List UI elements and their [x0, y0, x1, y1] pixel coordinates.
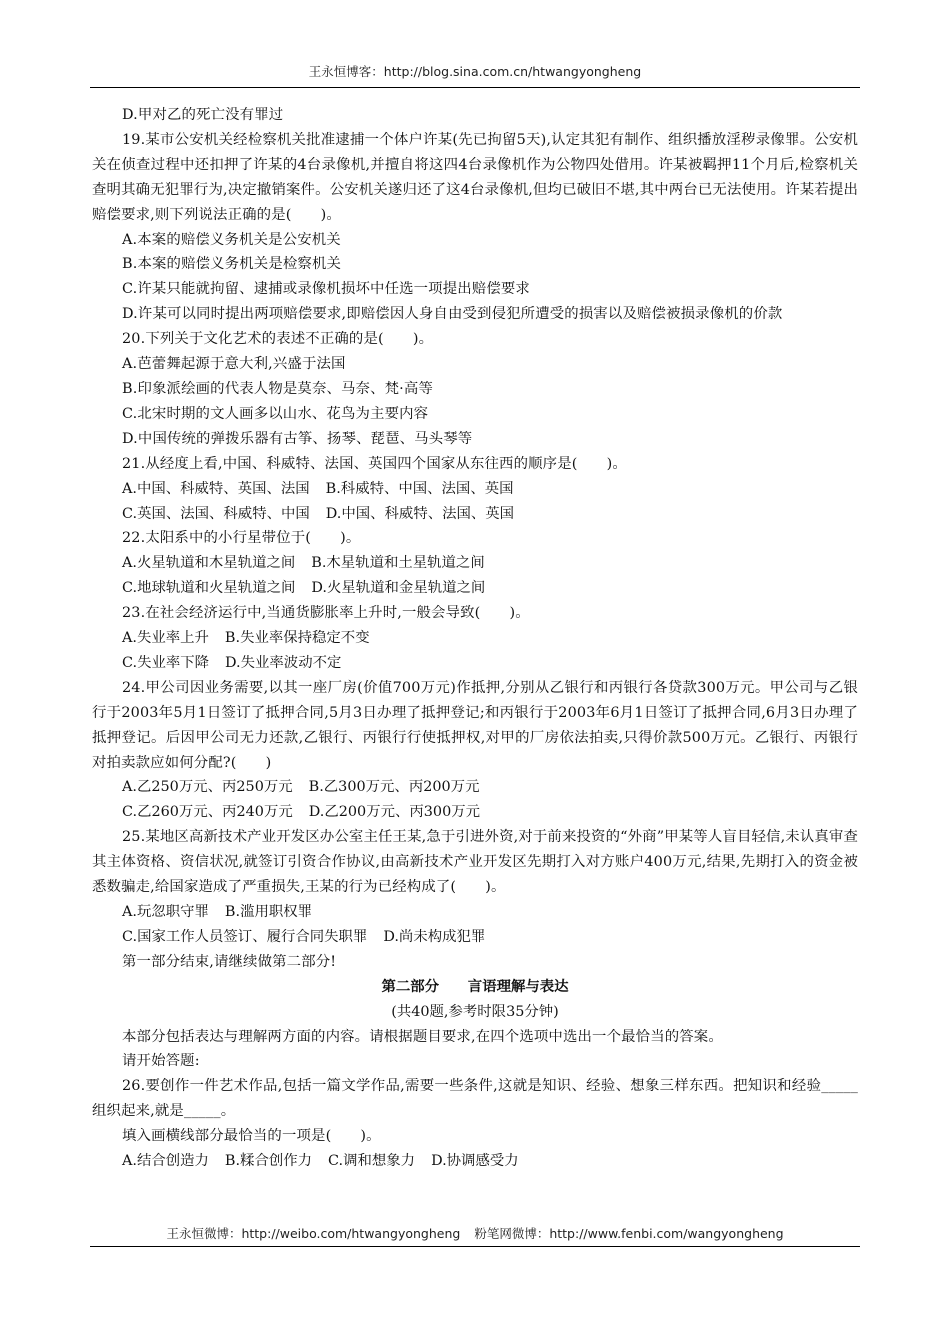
q23-option-c: C.失业率下降	[122, 654, 210, 671]
q26-prompt: 填入画横线部分最恰当的一项是( )。	[122, 1128, 381, 1145]
q20-option-d: D.中国传统的弹拨乐器有古筝、扬琴、琵琶、马头琴等	[122, 430, 473, 447]
q23-option-a: A.失业率上升	[122, 630, 209, 647]
footer-fenbi-link[interactable]: 粉笔网微博：http://www.fenbi.com/wangyongheng	[474, 1226, 784, 1241]
q23-options-row-2	[122, 651, 858, 676]
q19-option-d: D.许某可以同时提出两项赔偿要求,即赔偿因人身自由受到侵犯所遭受的损害以及赔偿被损录像机的价款	[122, 306, 783, 323]
q24-options-row-1	[122, 775, 858, 800]
footer-weibo-link[interactable]: 王永恒微博：http://weibo.com/htwangyongheng	[166, 1226, 461, 1241]
q25-option-d: D.尚未构成犯罪	[383, 928, 486, 945]
q21-options-row-2	[122, 502, 858, 527]
question-19: 19.某市公安机关经检察机关批准逮捕一个体户许某(先已拘留5天),认定其犯有制作、组织播放淫秽录像罪。公安机关在侦查过程中还扣押了许某的4台录像机,并擅自将这四4台录像机作为公物四处借用。许某被羁押11个月后,检察机关查明其确无犯罪行为,决定撤销案件。公安机关遂归还了这4台录像机,但均已破旧不堪,其中两台已无法使用。许某若提出赔偿要求,则下列说法正确的是( )。	[92, 131, 858, 223]
q25-options-row-2	[122, 925, 858, 950]
page-footer	[90, 1224, 860, 1242]
q21-option-d: D.中国、科威特、法国、英国	[325, 505, 515, 522]
q25-option-b: B.滥用职权罪	[224, 904, 313, 920]
q24-option-d: D.乙200万元、丙300万元	[308, 804, 481, 821]
q22-option-a: A.火星轨道和木星轨道之间	[122, 555, 296, 572]
question-23: 23.在社会经济运行中,当通货膨胀率上升时,一般会导致( )。	[122, 605, 530, 622]
part1-end-note: 第一部分结束,请继续做第二部分!	[122, 953, 337, 970]
part2-subtitle: (共40题,参考时限35分钟)	[391, 1003, 559, 1020]
q19-option-a: A.本案的赔偿义务机关是公安机关	[122, 231, 341, 248]
q26-option-b: B.糅合创作力	[224, 1153, 313, 1170]
q21-option-b: B.科威特、中国、法国、英国	[325, 480, 514, 497]
start-prompt: 请开始答题:	[122, 1053, 200, 1070]
q24-option-b: B.乙300万元、丙200万元	[308, 779, 480, 796]
question-20: 20.下列关于文化艺术的表述不正确的是( )。	[122, 331, 434, 348]
part2-intro: 本部分包括表达与理解两方面的内容。请根据题目要求,在四个选项中选出一个最恰当的答案。	[122, 1028, 723, 1045]
q25-option-c: C.国家工作人员签订、履行合同失职罪	[122, 928, 368, 945]
q24-option-a: A.乙250万元、丙250万元	[122, 779, 293, 796]
document-body	[92, 103, 858, 1174]
question-26: 26.要创作一件艺术作品,包括一篇文学作品,需要一些条件,这就是知识、经验、想象三样东西。把知识和经验_____组织起来,就是_____。	[92, 1078, 858, 1120]
part2-title: 第二部分 言语理解与表达	[381, 977, 569, 995]
q26-options-row	[122, 1149, 858, 1174]
q21-option-c: C.英国、法国、科威特、中国	[122, 505, 310, 522]
footer-divider	[90, 1246, 860, 1247]
q22-options-row-1	[122, 551, 858, 576]
q22-options-row-2	[122, 576, 858, 601]
question-21: 21.从经度上看,中国、科威特、法国、英国四个国家从东往西的顺序是( )。	[122, 455, 627, 472]
q21-option-a: A.中国、科威特、英国、法国	[122, 480, 310, 497]
q19-option-b: B.本案的赔偿义务机关是检察机关	[122, 256, 342, 273]
question-22: 22.太阳系中的小行星带位于( )。	[122, 530, 361, 547]
q24-options-row-2	[122, 800, 858, 825]
q23-option-b: B.失业率保持稳定不变	[224, 630, 370, 647]
q26-option-c: C.调和想象力	[328, 1153, 416, 1170]
q20-option-a: A.芭蕾舞起源于意大利,兴盛于法国	[122, 356, 346, 373]
q23-options-row-1	[122, 626, 858, 651]
q20-option-c: C.北宋时期的文人画多以山水、花鸟为主要内容	[122, 405, 429, 422]
q25-option-a: A.玩忽职守罪	[122, 904, 209, 920]
question-25: 25.某地区高新技术产业开发区办公室主任王某,急于引进外资,对于前来投资的“外商”甲某等人盲目轻信,未认真审查其主体资格、资信状况,就签订引资合作协议,由高新技术产业开发区先期打入对方账户400万元,结果,先期打入的资金被悉数骗走,给国家造成了严重损失,王某的行为已经构成了( )。	[92, 829, 858, 896]
q25-options-row-1	[122, 900, 858, 925]
q20-option-b: B.印象派绘画的代表人物是莫奈、马奈、梵·高等	[122, 380, 433, 397]
q21-options-row-1	[122, 477, 858, 502]
header-divider	[90, 87, 860, 88]
option-d-prev: D.甲对乙的死亡没有罪过	[122, 107, 284, 123]
q24-option-c: C.乙260万元、丙240万元	[122, 804, 293, 821]
page-header: 王永恒博客：http://blog.sina.com.cn/htwangyongheng	[308, 64, 642, 79]
q22-option-c: C.地球轨道和火星轨道之间	[122, 580, 296, 597]
q19-option-c: C.许某只能就拘留、逮捕或录像机损坏中任选一项提出赔偿要求	[122, 281, 530, 298]
q22-option-b: B.木星轨道和土星轨道之间	[311, 555, 485, 572]
q26-option-a: A.结合创造力	[122, 1153, 209, 1170]
question-24: 24.甲公司因业务需要,以其一座厂房(价值700万元)作抵押,分别从乙银行和丙银行各贷款300万元。甲公司与乙银行于2003年5月1日签订了抵押合同,5月3日办理了抵押登记;和丙银行于2003年6月1日签订了抵押合同,6月3日办理了抵押登记。后因甲公司无力还款,乙银行、丙银行行使抵押权,对甲的厂房依法拍卖,只得价款500万元。乙银行、丙银行对拍卖款应如何分配?( )	[92, 679, 858, 771]
q22-option-d: D.火星轨道和金星轨道之间	[311, 580, 486, 597]
q26-option-d: D.协调感受力	[431, 1153, 519, 1170]
q23-option-d: D.失业率波动不定	[225, 654, 342, 671]
